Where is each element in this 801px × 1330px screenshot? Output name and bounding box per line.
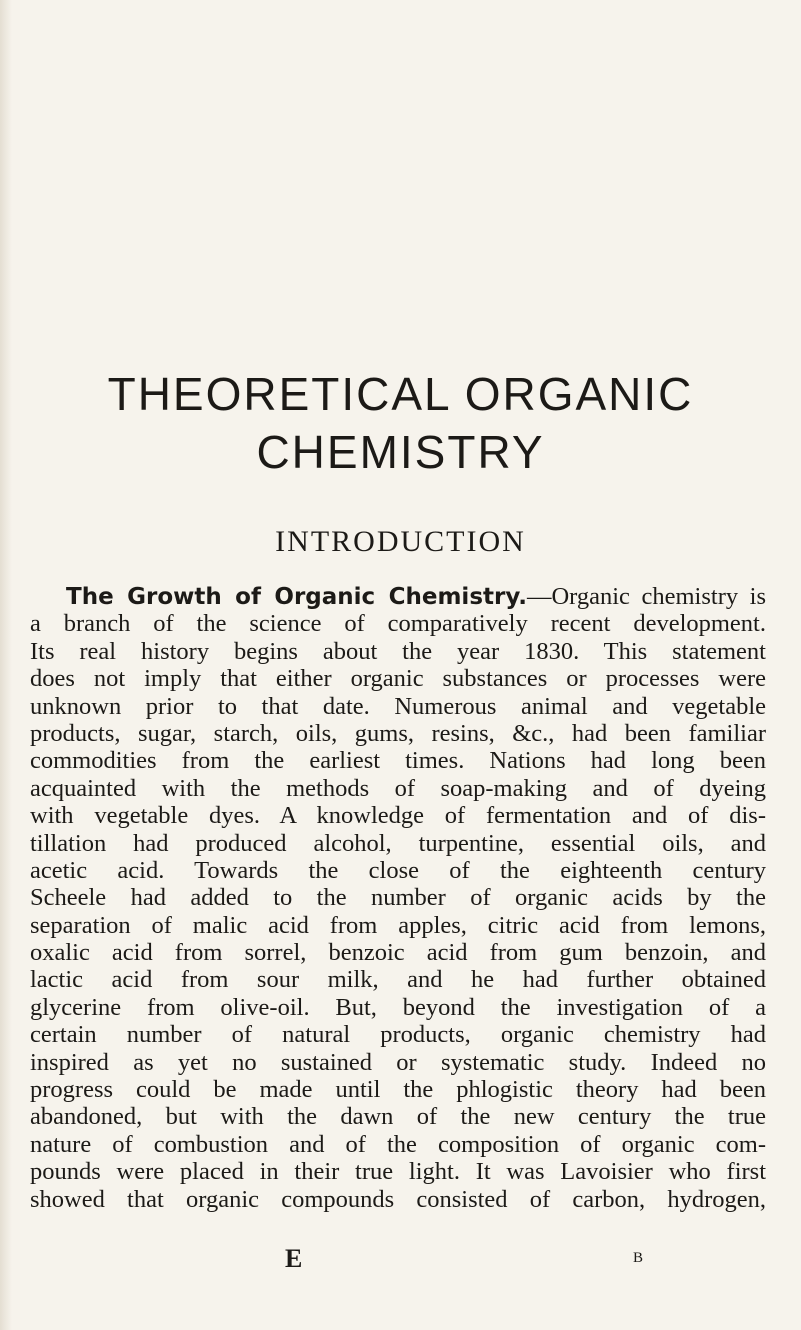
paragraph-line: separation of malic acid from apples, citric acid from lemons, [30, 911, 766, 939]
paragraph-line: lactic acid from sour milk, and he had further obtained [30, 966, 766, 994]
paragraph-line-text: —Organic chemistry is [526, 583, 766, 610]
paragraph-line: acetic acid. Towards the close of the eighteenth century [30, 856, 766, 884]
paragraph-line: acquainted with the methods of soap-making and of dyeing [30, 774, 766, 802]
paragraph-line [30, 583, 766, 610]
page-edge-shadow [0, 0, 12, 1330]
paragraph-line: showed that organic compounds consisted of carbon, hydrogen, [30, 1185, 766, 1213]
printer-mark: E [285, 1244, 303, 1273]
paragraph-line: abandoned, but with the dawn of the new century the true [30, 1103, 766, 1131]
paragraph-line: Scheele had added to the number of organic acids by the [30, 884, 766, 912]
paragraph-line: progress could be made until the phlogistic theory had been [30, 1076, 766, 1104]
paragraph-line: nature of combustion and of the composition of organic com- [30, 1130, 766, 1158]
body-paragraph [30, 583, 766, 1213]
paragraph-line: with vegetable dyes. A knowledge of fermentation and of dis- [30, 802, 766, 830]
chapter-title: INTRODUCTION [275, 525, 526, 558]
paragraph-line: inspired as yet no sustained or systematic study. Indeed no [30, 1048, 766, 1076]
paragraph-line: glycerine from olive-oil. But, beyond the investigation of a [30, 993, 766, 1021]
paragraph-line: tillation had produced alcohol, turpentine, essential oils, and [30, 829, 766, 857]
paragraph-line: certain number of natural products, organic chemistry had [30, 1021, 766, 1049]
paragraph-line: oxalic acid from sorrel, benzoic acid from gum benzoin, and [30, 939, 766, 967]
book-title-line-1: THEORETICAL ORGANIC [107, 368, 694, 420]
section-heading: The Growth of Organic Chemistry. [66, 584, 527, 610]
signature-mark: B [633, 1250, 644, 1266]
paragraph-line: products, sugar, starch, oils, gums, resins, &c., had been familiar [30, 719, 766, 747]
paragraph-line: Its real history begins about the year 1830. This statement [30, 637, 766, 665]
paragraph-line: pounds were placed in their true light. It was Lavoisier who first [30, 1158, 766, 1186]
book-title-line-2: CHEMISTRY [256, 426, 545, 478]
paragraph-line: commodities from the earliest times. Nations had long been [30, 747, 766, 775]
paragraph-line: does not imply that either organic substances or processes were [30, 665, 766, 693]
paragraph-line: a branch of the science of comparatively recent development. [30, 610, 766, 638]
paragraph-line: unknown prior to that date. Numerous animal and vegetable [30, 692, 766, 720]
